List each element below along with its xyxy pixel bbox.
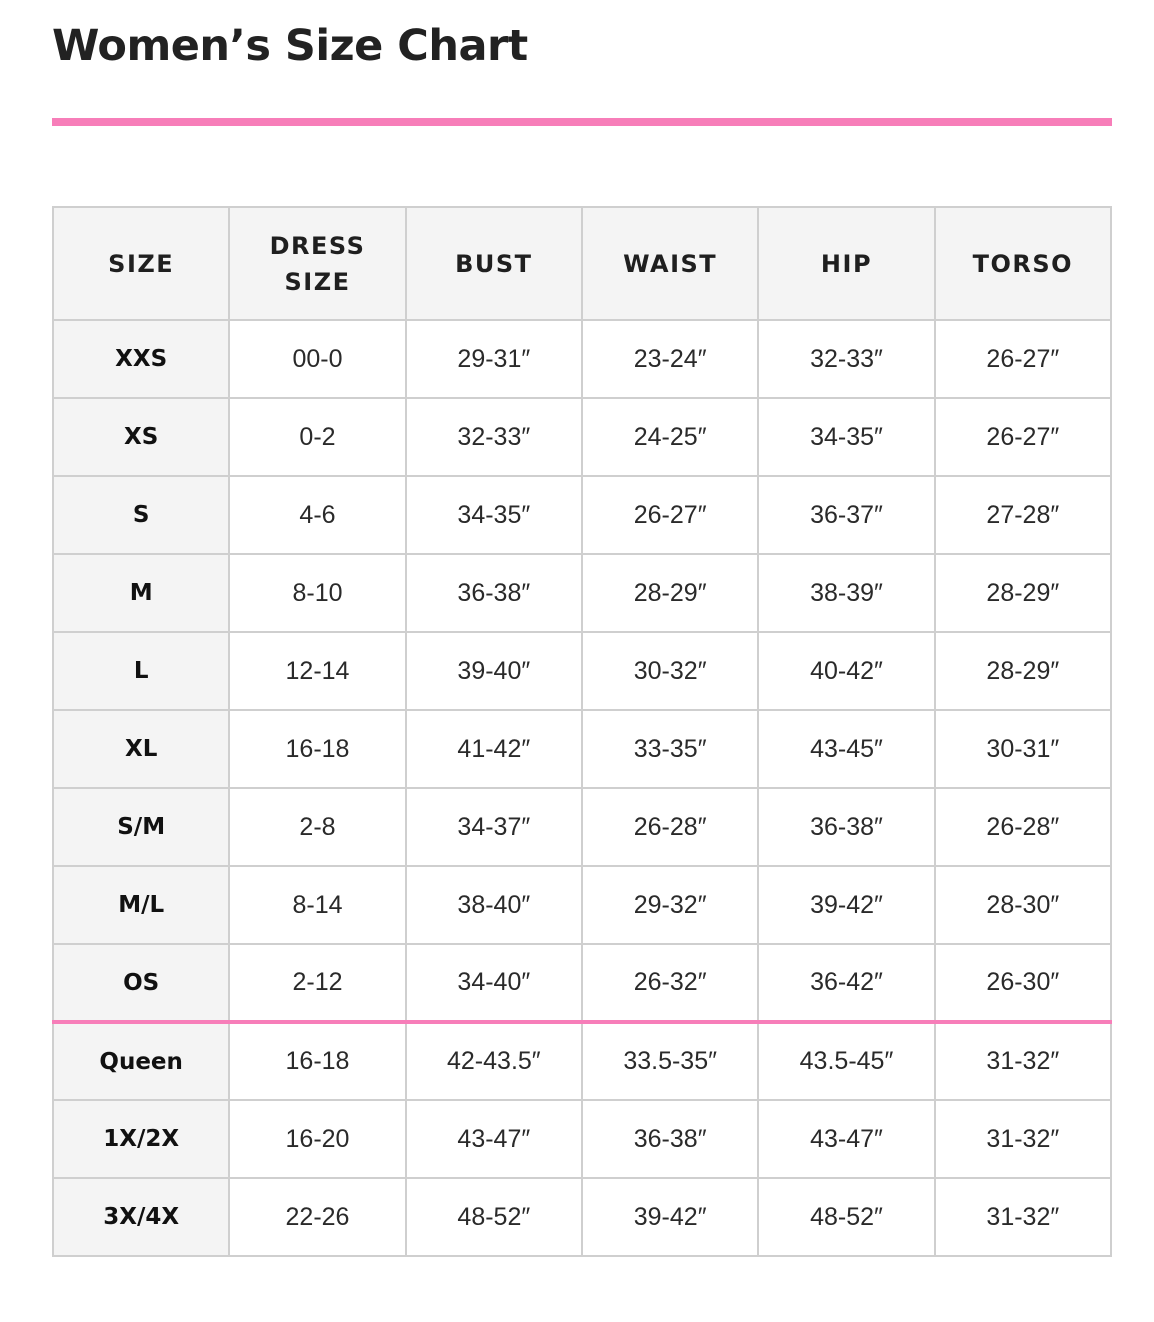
hip-cell: 36-37″ bbox=[758, 476, 934, 554]
torso-cell: 31-32″ bbox=[935, 1022, 1111, 1100]
waist-cell: 30-32″ bbox=[582, 632, 758, 710]
bust-cell: 38-40″ bbox=[406, 866, 582, 944]
header-hip: HIP bbox=[758, 207, 934, 320]
waist-cell: 33.5-35″ bbox=[582, 1022, 758, 1100]
table-row bbox=[53, 1178, 1111, 1256]
dress-size-cell: 8-14 bbox=[229, 866, 405, 944]
table-row bbox=[53, 1022, 1111, 1100]
table-row bbox=[53, 788, 1111, 866]
bust-cell: 32-33″ bbox=[406, 398, 582, 476]
table-row bbox=[53, 320, 1111, 398]
torso-cell: 31-32″ bbox=[935, 1178, 1111, 1256]
size-cell: XXS bbox=[53, 320, 229, 398]
header-size: SIZE bbox=[53, 207, 229, 320]
table-body bbox=[53, 320, 1111, 1256]
hip-cell: 36-42″ bbox=[758, 944, 934, 1022]
table-row bbox=[53, 866, 1111, 944]
size-cell: L bbox=[53, 632, 229, 710]
bust-cell: 36-38″ bbox=[406, 554, 582, 632]
title-divider bbox=[52, 118, 1112, 126]
hip-cell: 43-47″ bbox=[758, 1100, 934, 1178]
dress-size-cell: 0-2 bbox=[229, 398, 405, 476]
size-cell: M/L bbox=[53, 866, 229, 944]
header-dress-size bbox=[229, 207, 405, 320]
hip-cell: 36-38″ bbox=[758, 788, 934, 866]
waist-cell: 26-27″ bbox=[582, 476, 758, 554]
bust-cell: 34-37″ bbox=[406, 788, 582, 866]
hip-cell: 48-52″ bbox=[758, 1178, 934, 1256]
table-row bbox=[53, 554, 1111, 632]
torso-cell: 27-28″ bbox=[935, 476, 1111, 554]
table-row bbox=[53, 710, 1111, 788]
bust-cell: 29-31″ bbox=[406, 320, 582, 398]
dress-size-cell: 16-18 bbox=[229, 1022, 405, 1100]
torso-cell: 30-31″ bbox=[935, 710, 1111, 788]
size-cell: M bbox=[53, 554, 229, 632]
table-row bbox=[53, 1100, 1111, 1178]
dress-size-cell: 22-26 bbox=[229, 1178, 405, 1256]
torso-cell: 26-27″ bbox=[935, 398, 1111, 476]
size-cell: S bbox=[53, 476, 229, 554]
table-header bbox=[53, 207, 1111, 320]
hip-cell: 43.5-45″ bbox=[758, 1022, 934, 1100]
dress-size-cell: 16-18 bbox=[229, 710, 405, 788]
torso-cell: 26-28″ bbox=[935, 788, 1111, 866]
header-dress-size-line2: SIZE bbox=[284, 267, 351, 296]
dress-size-cell: 8-10 bbox=[229, 554, 405, 632]
waist-cell: 24-25″ bbox=[582, 398, 758, 476]
header-waist: WAIST bbox=[582, 207, 758, 320]
waist-cell: 23-24″ bbox=[582, 320, 758, 398]
size-cell: S/M bbox=[53, 788, 229, 866]
hip-cell: 43-45″ bbox=[758, 710, 934, 788]
dress-size-cell: 2-8 bbox=[229, 788, 405, 866]
hip-cell: 39-42″ bbox=[758, 866, 934, 944]
header-bust: BUST bbox=[406, 207, 582, 320]
dress-size-cell: 2-12 bbox=[229, 944, 405, 1022]
waist-cell: 28-29″ bbox=[582, 554, 758, 632]
bust-cell: 48-52″ bbox=[406, 1178, 582, 1256]
hip-cell: 38-39″ bbox=[758, 554, 934, 632]
bust-cell: 34-40″ bbox=[406, 944, 582, 1022]
waist-cell: 26-28″ bbox=[582, 788, 758, 866]
bust-cell: 42-43.5″ bbox=[406, 1022, 582, 1100]
bust-cell: 43-47″ bbox=[406, 1100, 582, 1178]
waist-cell: 36-38″ bbox=[582, 1100, 758, 1178]
dress-size-cell: 4-6 bbox=[229, 476, 405, 554]
torso-cell: 31-32″ bbox=[935, 1100, 1111, 1178]
size-cell: Queen bbox=[53, 1022, 229, 1100]
table-row bbox=[53, 476, 1111, 554]
table-row bbox=[53, 632, 1111, 710]
torso-cell: 28-29″ bbox=[935, 554, 1111, 632]
table-row bbox=[53, 398, 1111, 476]
size-cell: XS bbox=[53, 398, 229, 476]
waist-cell: 29-32″ bbox=[582, 866, 758, 944]
dress-size-cell: 12-14 bbox=[229, 632, 405, 710]
page-title: Women’s Size Chart bbox=[52, 21, 528, 71]
size-cell: 3X/4X bbox=[53, 1178, 229, 1256]
hip-cell: 40-42″ bbox=[758, 632, 934, 710]
bust-cell: 41-42″ bbox=[406, 710, 582, 788]
waist-cell: 26-32″ bbox=[582, 944, 758, 1022]
torso-cell: 26-30″ bbox=[935, 944, 1111, 1022]
size-cell: 1X/2X bbox=[53, 1100, 229, 1178]
dress-size-cell: 00-0 bbox=[229, 320, 405, 398]
torso-cell: 28-29″ bbox=[935, 632, 1111, 710]
bust-cell: 34-35″ bbox=[406, 476, 582, 554]
hip-cell: 34-35″ bbox=[758, 398, 934, 476]
torso-cell: 26-27″ bbox=[935, 320, 1111, 398]
header-dress-size-line1: DRESS bbox=[269, 231, 366, 260]
waist-cell: 33-35″ bbox=[582, 710, 758, 788]
torso-cell: 28-30″ bbox=[935, 866, 1111, 944]
size-chart-table bbox=[52, 206, 1112, 1257]
bust-cell: 39-40″ bbox=[406, 632, 582, 710]
table-row bbox=[53, 944, 1111, 1022]
hip-cell: 32-33″ bbox=[758, 320, 934, 398]
size-cell: XL bbox=[53, 710, 229, 788]
header-torso: TORSO bbox=[935, 207, 1111, 320]
header-row bbox=[53, 207, 1111, 320]
dress-size-cell: 16-20 bbox=[229, 1100, 405, 1178]
size-cell: OS bbox=[53, 944, 229, 1022]
waist-cell: 39-42″ bbox=[582, 1178, 758, 1256]
